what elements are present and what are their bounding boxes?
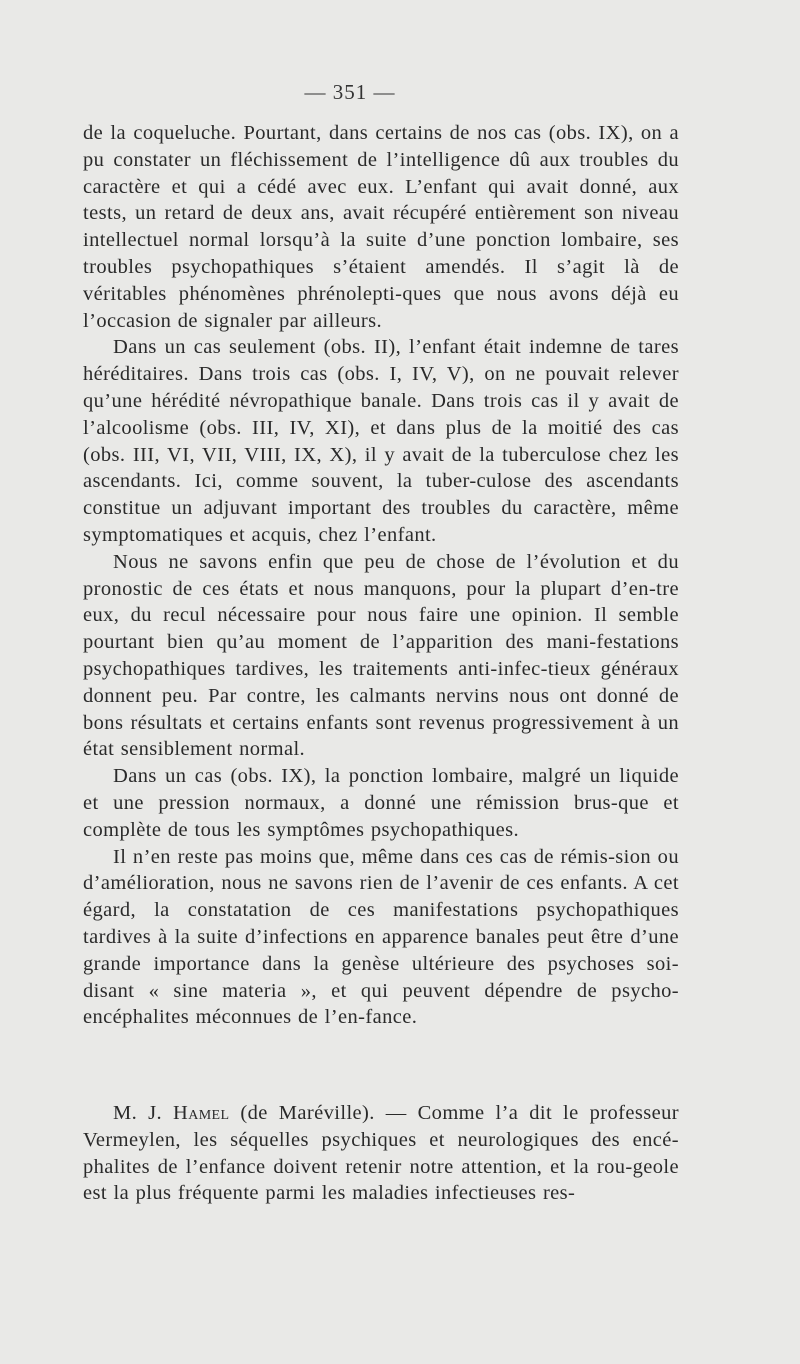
- paragraph-5: Il n’en reste pas moins que, même dans ces cas de rémis-sion ou d’amélioration, nous ne savons rien de l’avenir de ces enfants. A cet égard, la constatation de ces manifestations psychopathiques tardives à la suite d’infections en apparence banales peut être d’une grande importance dans la genèse ultérieure des psychoses soi-disant « sine materia », et qui peuvent dépendre de psycho-encéphalites méconnues de l’en-fance.: [83, 845, 679, 1029]
- speaker-text: (de Maréville). — Comme l’a dit le professeur Vermeylen, les séquelles psychiques et neurologiques des encé-phalites de l’enfance doivent retenir notre attention, et la rou-geole est la plus fréquente parmi les maladies infectieuses res-: [83, 1102, 679, 1205]
- speaker-prefix: M. J.: [113, 1102, 173, 1124]
- speaker-paragraph: [83, 1100, 679, 1207]
- paragraph-4: Dans un cas (obs. IX), la ponction lombaire, malgré un liquide et une pression normaux, a donné une rémission brus-que et complète de tous les symptômes psychopathiques.: [83, 765, 679, 841]
- paragraph-2: Dans un cas seulement (obs. II), l’enfant était indemne de tares héréditaires. Dans trois cas (obs. I, IV, V), on ne pouvait relever qu’une hérédité névropathique banale. Dans trois cas il y avait de l’alcoolisme (obs. III, IV, XI), et dans plus de la moitié des cas (obs. III, VI, VII, VIII, IX, X), il y avait de la tuberculose chez les ascendants. Ici, comme souvent, la tuber-culose des ascendants constitue un adjuvant important des troubles du caractère, même symptomatiques et acquis, chez l’enfant.: [83, 336, 679, 546]
- body-text: [83, 120, 679, 1031]
- paragraph-1: de la coqueluche. Pourtant, dans certains de nos cas (obs. IX), on a pu constater un fléchissement de l’intelligence dû aux troubles du caractère et qui a cédé avec eux. L’enfant qui avait donné, aux tests, un retard de deux ans, avait récupéré entièrement son niveau intellectuel normal lorsqu’à la suite d’une ponction lombaire, ses troubles psychopathiques s’étaient amendés. Il s’agit là de véritables phénomènes phrénolepti-ques que nous avons déjà eu l’occasion de signaler par ailleurs.: [83, 122, 679, 332]
- paragraph-3: Nous ne savons enfin que peu de chose de l’évolution et du pronostic de ces états et nous manquons, pour la plupart d’en-tre eux, du recul nécessaire pour nous faire une opinion. Il semble pourtant bien qu’au moment de l’apparition des mani-festations psychopathiques tardives, les traitements anti-infec-tieux généraux donnent peu. Par contre, les calmants nervins nous ont donné de bons résultats et certains enfants sont revenus progressivement à un état sensiblement normal.: [83, 550, 679, 761]
- page-number: — 351 —: [304, 80, 396, 104]
- speaker-name: Hamel: [172, 1102, 230, 1124]
